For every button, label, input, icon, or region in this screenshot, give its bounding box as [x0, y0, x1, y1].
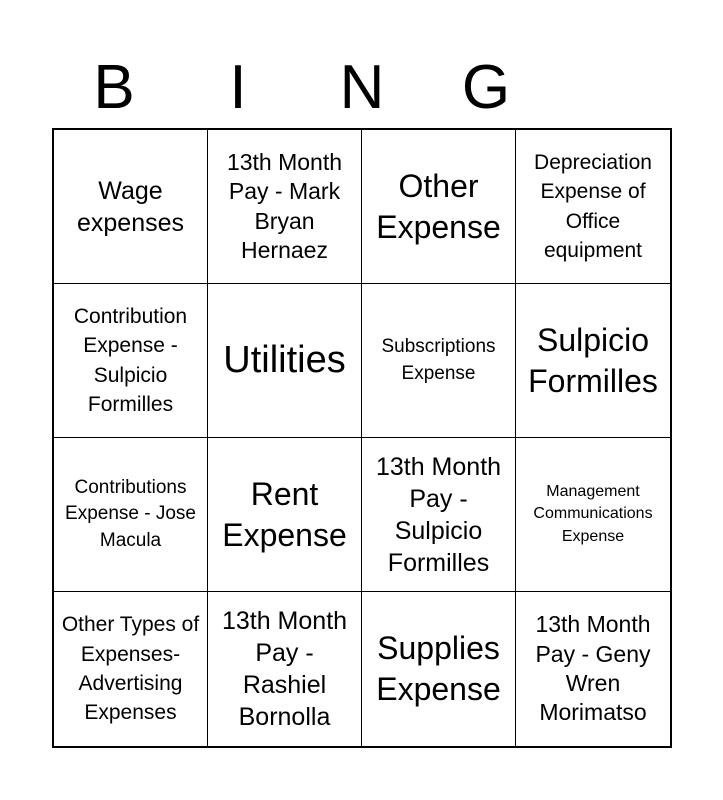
cell-text: Utilities	[223, 338, 346, 381]
bingo-cell[interactable]	[516, 284, 670, 438]
bingo-cell[interactable]	[54, 130, 208, 284]
bingo-cell[interactable]	[516, 592, 670, 746]
cell-text: 13th Month Pay - Rashiel Bornolla	[221, 607, 348, 731]
cell-text: Sulpicio Formilles	[528, 321, 658, 399]
cell-text: Contribution Expense - Sulpicio Formilles	[73, 304, 188, 416]
cell-text: 13th Month Pay - Sulpicio Formilles	[375, 452, 502, 577]
cell-text: Contributions Expense - Jose Macula	[65, 476, 196, 551]
bingo-cell[interactable]	[54, 438, 208, 592]
cell-text: Depreciation Expense of Office equipment	[534, 150, 652, 262]
bingo-cell[interactable]	[362, 130, 516, 284]
cell-text: 13th Month Pay - Geny Wren Morimatso	[535, 611, 651, 726]
bingo-cell[interactable]	[362, 592, 516, 746]
cell-text: Other Types of Expenses- Advertising Expenses	[61, 613, 200, 725]
cell-text: Supplies Expense	[376, 630, 501, 707]
bingo-cell[interactable]	[362, 284, 516, 438]
cell-text: Management Communications Expense	[533, 482, 653, 545]
header-letter-i: I	[229, 53, 247, 122]
header-letter-n: N	[339, 53, 385, 122]
bingo-cell[interactable]	[208, 438, 362, 592]
bingo-board	[52, 128, 672, 748]
bingo-cell[interactable]	[54, 284, 208, 438]
bingo-header	[52, 48, 672, 128]
header-letter-g: G	[461, 53, 511, 122]
cell-text: Other Expense	[376, 167, 501, 245]
bingo-cell[interactable]	[516, 130, 670, 284]
bingo-cell[interactable]	[208, 130, 362, 284]
cell-text: Subscriptions Expense	[381, 335, 496, 384]
header-letter-o	[548, 48, 672, 128]
cell-text: 13th Month Pay - Mark Bryan Hernaez	[226, 148, 343, 263]
bingo-cell[interactable]	[516, 438, 670, 592]
bingo-cell[interactable]	[362, 438, 516, 592]
bingo-cell[interactable]	[208, 284, 362, 438]
bingo-cell[interactable]	[54, 592, 208, 746]
cell-text: Rent Expense	[222, 475, 347, 553]
bingo-cell[interactable]	[208, 592, 362, 746]
cell-text: Wage expenses	[76, 176, 185, 237]
header-letter-b: B	[93, 53, 135, 122]
